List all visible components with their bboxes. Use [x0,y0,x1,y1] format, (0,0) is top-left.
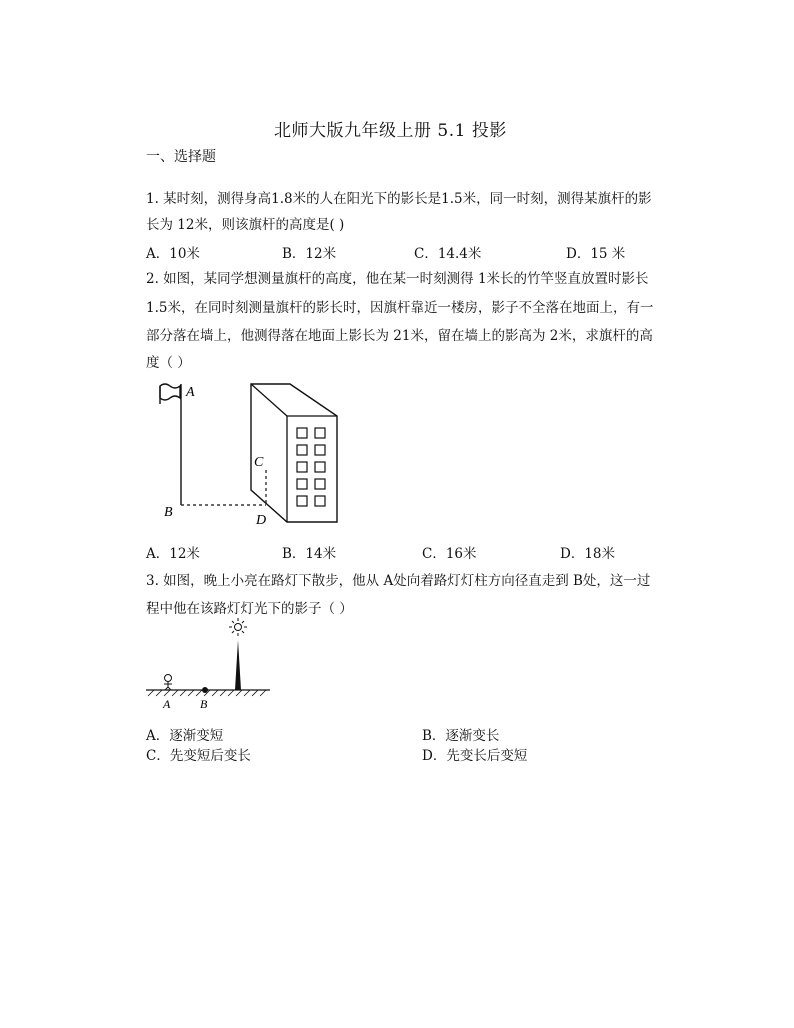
flag-icon [160,384,180,400]
q2-option-c[interactable]: C．16米 [422,546,477,562]
q1-option-d[interactable]: D．15 米 [566,246,626,262]
page-title: 北师大版九年级上册 5.1 投影 [274,121,507,141]
q3-text-line-2: 程中他在该路灯灯光下的影子（ ） [146,601,353,617]
street-lamp-figure [144,614,274,712]
q3-option-d[interactable]: D．先变长后变短 [422,748,528,764]
label-b: B [200,697,208,711]
lamp-post [235,640,241,690]
label-a: A [186,385,195,400]
q2-option-b[interactable]: B．14米 [282,546,337,562]
q1-text-line-1: 1. 某时刻，测得身高1.8米的人在阳光下的影长是1.5米，同一时刻，测得某旗杆的影 [146,191,652,207]
point-b-dot [202,687,208,693]
label-b: B [164,505,173,520]
flagpole-building-figure [150,378,350,530]
person-icon [164,675,172,691]
lamp-light-icon [229,618,247,636]
q2-text-line-4: 度（ ） [146,355,191,371]
section-heading: 一、选择题 [146,149,216,165]
q2-text-line-1: 2. 如图，某同学想测量旗杆的高度，他在某一时刻测得 1米长的竹竿竖直放置时影长 [146,271,649,287]
q3-option-b[interactable]: B．逐渐变长 [422,728,500,744]
q2-option-d[interactable]: D．18米 [560,546,616,562]
q3-option-c[interactable]: C．先变短后变长 [146,748,251,764]
q3-text-line-1: 3. 如图，晚上小亮在路灯下散步，他从 A处向着路灯灯柱方向径直走到 B处，这一过 [146,573,651,589]
label-c: C [254,455,264,470]
q3-option-a[interactable]: A．逐渐变短 [146,728,224,744]
q1-option-c[interactable]: C．14.4米 [414,246,482,262]
q1-option-a[interactable]: A．10米 [146,246,200,262]
q1-option-b[interactable]: B．12米 [282,246,337,262]
q1-text-line-2: 长为 12米，则该旗杆的高度是( ) [146,217,345,233]
label-d: D [256,513,267,528]
q2-text-line-2: 1.5米，在同时刻测量旗杆的影长时，因旗杆靠近一楼房，影子不全落在地面上，有一 [146,300,654,316]
label-a: A [163,697,171,711]
q2-option-a[interactable]: A．12米 [146,546,200,562]
q2-text-line-3: 部分落在墙上，他测得落在地面上影长为 21米，留在墙上的影高为 2米，求旗杆的高 [146,328,653,344]
building [251,384,337,522]
